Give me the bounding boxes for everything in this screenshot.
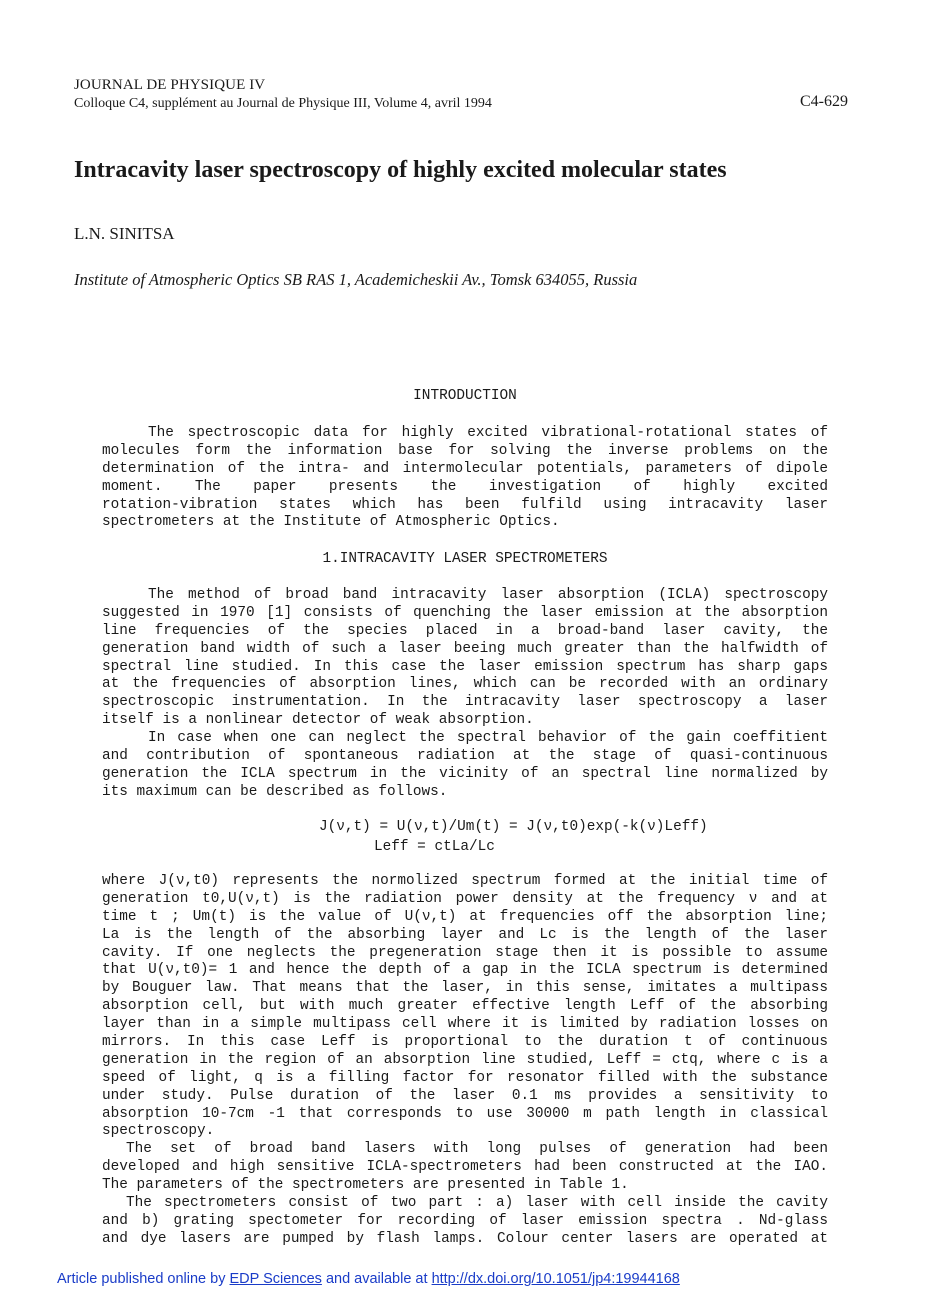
text-line: La is the length of the absorbing layer and Lc is the length of the laser — [102, 926, 828, 943]
equation-leff: Leff = ctLa/Lc — [374, 839, 495, 855]
text-line: generation band width of such a laser beeing much greater than the halfwidth of — [102, 640, 828, 657]
text-line: under study. Pulse duration of the laser 0.1 ms provides a sensitivity to — [102, 1087, 828, 1104]
paper-title: Intracavity laser spectroscopy of highly excited molecular states — [74, 157, 727, 183]
text-line: line frequencies of the species placed in a broad-band laser cavity, the — [102, 622, 828, 639]
section-1-heading: 1.INTRACAVITY LASER SPECTROMETERS — [322, 551, 608, 567]
text-line: The set of broad band lasers with long pulses of generation had been — [126, 1141, 828, 1158]
text-line: its maximum can be described as follows. — [102, 783, 448, 800]
text-line: In case when one can neglect the spectral behavior of the gain coeffitient — [148, 730, 828, 747]
text-line: absorption cell, but with much greater effective length Leff of the absorbing — [102, 998, 828, 1015]
page-identifier: C4-629 — [800, 93, 848, 110]
text-line: by Bouguer law. That means that the laser, in this sense, imitates a multipass — [102, 980, 828, 997]
text-line: The method of broad band intracavity laser absorption (ICLA) spectroscopy — [148, 587, 828, 603]
journal-name: JOURNAL DE PHYSIQUE IV — [74, 77, 266, 93]
text-line: The parameters of the spectrometers are presented in Table 1. — [102, 1177, 629, 1194]
text-line: and contribution of spontaneous radiation at the stage of quasi-continuous — [102, 748, 828, 765]
text-line: moment. The paper presents the investigation of highly excited — [102, 478, 828, 495]
text-line: at the frequencies of absorption lines, which can be recorded with an ordinary — [102, 676, 828, 693]
publication-footer — [57, 1271, 680, 1287]
affiliation: Institute of Atmospheric Optics SB RAS 1, Academicheskii Av., Tomsk 634055, Russia — [74, 270, 638, 289]
text-line: generation t0,U(ν,t) is the radiation power density at the frequency ν and at — [102, 890, 828, 907]
text-line: developed and high sensitive ICLA-spectrometers had been constructed at the IAO. — [102, 1159, 828, 1176]
text-line: cavity. If one neglects the pregeneration stage then it is possible to assume — [102, 944, 828, 961]
text-line: absorption 10-7cm -1 that corresponds to use 30000 m path length in classical — [102, 1105, 828, 1122]
text-line: and b) grating spectometer for recording of laser emission spectra . Nd-glass — [102, 1212, 828, 1229]
introduction-paragraph — [102, 425, 828, 532]
section-1-paragraph-3 — [102, 873, 828, 1249]
text-line: where J(ν,t0) represents the normolized spectrum formed at the initial time of — [102, 873, 828, 889]
text-line: that U(ν,t0)= 1 and hence the depth of a gap in the ICLA spectrum is determined — [102, 962, 828, 979]
section-1-paragraph-1 — [102, 587, 828, 802]
text-line: rotation-vibration states which has been fulfild using intracavity laser — [102, 496, 828, 513]
text-line: and dye lasers are pumped by flash lamps. Colour center lasers are operated at — [102, 1230, 828, 1247]
text-line: generation the ICLA spectrum in the vicinity of an spectral line normalized by — [102, 765, 828, 782]
author-name: L.N. SINITSA — [74, 224, 175, 243]
text-line: spectral line studied. In this case the laser emission spectrum has sharp gaps — [102, 658, 828, 675]
text-line: speed of light, q is a filling factor for resonator filled with the substance — [102, 1069, 828, 1086]
text-line: mirrors. In this case Leff is proportional to the duration t of continuous — [102, 1034, 828, 1051]
text-line: time t ; Um(t) is the value of U(ν,t) at frequencies off the absorption line; — [102, 908, 828, 925]
text-line: molecules form the information base for solving the inverse problems on the — [102, 442, 828, 459]
text-line: The spectrometers consist of two part : a) laser with cell inside the cavity — [126, 1195, 828, 1212]
publisher-link[interactable]: EDP Sciences — [229, 1271, 322, 1287]
footer-prefix: Article published online by — [57, 1271, 230, 1287]
doi-link[interactable]: http://dx.doi.org/10.1051/jp4:19944168 — [431, 1271, 680, 1287]
text-line: layer than in a simple multipass cell where it is limited by radiation losses on — [102, 1016, 828, 1033]
text-line: generation in the region of an absorption line studied, Leff = ctq, where c is a — [102, 1051, 828, 1068]
introduction-heading: INTRODUCTION — [413, 388, 517, 404]
text-line: determination of the intra- and intermolecular potentials, parameters of dipole — [102, 460, 828, 477]
text-line: itself is a nonlinear detector of weak absorption. — [102, 712, 534, 729]
equation-j: J(ν,t) = U(ν,t)/Um(t) = J(ν,t0)exp(-k(ν)Leff) — [319, 819, 708, 835]
text-line: suggested in 1970 [1] consists of quenching the laser emission at the absorption — [102, 604, 828, 621]
text-line: spectrometers at the Institute of Atmospheric Optics. — [102, 514, 560, 531]
colloque-line: Colloque C4, supplément au Journal de Physique III, Volume 4, avril 1994 — [74, 96, 492, 111]
text-line: The spectroscopic data for highly excited vibrational-rotational states of — [148, 425, 828, 441]
text-line: spectroscopic instrumentation. In the intracavity laser spectroscopy a laser — [102, 694, 828, 711]
footer-middle: and available at — [321, 1271, 432, 1287]
text-line: spectroscopy. — [102, 1123, 215, 1140]
